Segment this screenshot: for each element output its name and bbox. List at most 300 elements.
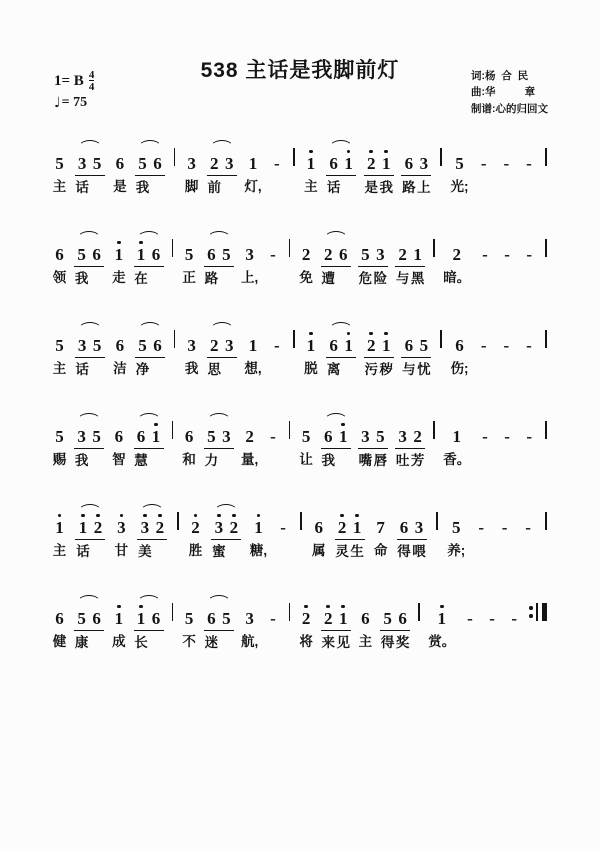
lyric-syllable: 上, bbox=[241, 270, 259, 285]
slur-slot bbox=[204, 593, 234, 603]
octave-dot bbox=[384, 150, 388, 154]
lyric-syllable: 智 bbox=[112, 452, 126, 467]
lyrics-row bbox=[244, 361, 261, 379]
beat-group bbox=[74, 603, 104, 631]
note bbox=[373, 421, 388, 446]
beat-group bbox=[299, 512, 303, 532]
note-digit: - bbox=[480, 154, 487, 173]
lyrics-row bbox=[204, 453, 234, 471]
lyrics-row bbox=[303, 179, 318, 197]
barline bbox=[174, 148, 176, 166]
note-group bbox=[299, 229, 314, 288]
beat-group bbox=[75, 330, 105, 358]
note-digit: 2 bbox=[324, 245, 333, 264]
lyrics-row bbox=[74, 453, 104, 471]
octave-dot bbox=[309, 332, 313, 336]
note bbox=[474, 512, 489, 537]
lyric-syllable bbox=[522, 452, 537, 470]
lyric-syllable bbox=[500, 452, 515, 470]
note bbox=[112, 330, 127, 355]
slur-slot bbox=[74, 229, 104, 239]
lyric-syllable: 慧 bbox=[134, 453, 148, 468]
note-digit: - bbox=[511, 609, 518, 628]
note-digit: - bbox=[270, 609, 276, 628]
note-group bbox=[74, 229, 104, 289]
lyric-syllable: 主 bbox=[52, 543, 67, 558]
slur-slot bbox=[75, 138, 105, 148]
lyrics-row bbox=[207, 180, 237, 198]
note bbox=[380, 603, 395, 628]
beat-group bbox=[299, 421, 314, 448]
note-group bbox=[204, 593, 234, 653]
note-digit: - bbox=[503, 154, 510, 173]
slur-slot bbox=[321, 411, 351, 421]
lyrics-row bbox=[451, 361, 469, 379]
lyric-syllable: 我 bbox=[321, 453, 335, 468]
note bbox=[114, 512, 129, 537]
lyrics-row bbox=[521, 361, 536, 379]
note bbox=[449, 239, 464, 264]
slur-slot bbox=[52, 502, 67, 512]
slur-slot bbox=[265, 229, 280, 239]
beat-group bbox=[74, 239, 104, 267]
barline bbox=[172, 421, 174, 439]
note-digit: - bbox=[467, 609, 473, 628]
note bbox=[341, 330, 356, 355]
lyric-syllable bbox=[497, 543, 512, 561]
beat-group bbox=[188, 512, 203, 539]
lyric-syllable bbox=[149, 271, 164, 289]
note bbox=[219, 421, 234, 446]
music-system bbox=[52, 411, 548, 471]
note-digit: 5 bbox=[184, 245, 194, 264]
note-digit: 1 bbox=[339, 609, 348, 628]
slur-slot bbox=[373, 502, 388, 512]
beat-group bbox=[242, 239, 257, 266]
note-digit: 1 bbox=[381, 154, 391, 173]
note bbox=[521, 148, 536, 173]
note-digit: 2 bbox=[452, 245, 461, 264]
note-digit: 5 bbox=[455, 154, 464, 173]
note-group bbox=[188, 502, 203, 561]
barline bbox=[545, 148, 547, 166]
note-digit: 1 bbox=[344, 336, 353, 355]
beat-group bbox=[358, 421, 388, 449]
beat-group bbox=[435, 512, 439, 532]
slur-slot bbox=[207, 320, 237, 330]
note-group bbox=[134, 411, 164, 471]
lyrics-row bbox=[204, 635, 234, 653]
slur-slot bbox=[435, 502, 439, 512]
beat-group bbox=[184, 330, 199, 357]
note-digit: 2 bbox=[366, 336, 376, 355]
note bbox=[462, 603, 477, 628]
beat-group bbox=[477, 421, 492, 448]
time-signature-top: 4 bbox=[88, 69, 95, 81]
lyrics-row bbox=[75, 544, 105, 562]
note bbox=[521, 330, 536, 355]
lyrics-row bbox=[52, 543, 67, 561]
note-group bbox=[326, 138, 356, 198]
note-digit: 2 bbox=[301, 609, 311, 628]
note-digit: 2 bbox=[245, 427, 254, 446]
note-digit: - bbox=[273, 336, 280, 355]
slur-slot bbox=[182, 411, 197, 421]
slur-slot bbox=[443, 229, 470, 239]
lyrics-row bbox=[134, 635, 164, 653]
beat-group bbox=[182, 239, 197, 266]
note-digit: - bbox=[270, 245, 276, 264]
beat-group bbox=[288, 421, 292, 441]
lyrics-row bbox=[380, 635, 410, 653]
note bbox=[135, 330, 150, 355]
slur-slot bbox=[380, 593, 410, 603]
lyric-syllable: 路 bbox=[402, 180, 416, 195]
lyric-syllable: 健 bbox=[52, 634, 67, 649]
slur-slot bbox=[204, 229, 234, 239]
lyric-syllable: 见 bbox=[336, 635, 350, 650]
lyric-syllable: 是 bbox=[364, 180, 378, 195]
song-title: 538 主话是我脚前灯 bbox=[200, 59, 400, 82]
slur-slot bbox=[52, 320, 67, 330]
note bbox=[134, 239, 149, 264]
note bbox=[434, 603, 449, 628]
notation-line bbox=[52, 320, 548, 380]
beat-group bbox=[476, 148, 491, 175]
lyrics-row bbox=[364, 362, 394, 380]
beat-group bbox=[452, 330, 467, 357]
slur-slot bbox=[134, 229, 164, 239]
slur-slot bbox=[499, 320, 514, 330]
note-digit: - bbox=[504, 427, 510, 446]
slur-slot bbox=[358, 593, 373, 603]
notation-line bbox=[52, 411, 548, 471]
note-group bbox=[497, 502, 512, 561]
slur-slot bbox=[135, 138, 165, 148]
lyric-syllable: 在 bbox=[134, 271, 148, 286]
note-digit: 5 bbox=[92, 154, 102, 173]
tempo-value: = 75 bbox=[61, 94, 88, 110]
lyric-syllable: 灯, bbox=[244, 179, 262, 194]
note-group bbox=[204, 411, 234, 471]
note bbox=[52, 148, 67, 173]
quarter-note-icon: ♩ bbox=[54, 94, 61, 111]
note-group bbox=[303, 320, 318, 379]
slur-slot bbox=[134, 593, 164, 603]
note-group bbox=[521, 502, 536, 561]
lyrics-row bbox=[241, 452, 258, 470]
repeat-dots bbox=[529, 603, 533, 621]
beat-group bbox=[326, 148, 356, 176]
note-digit: 5 bbox=[55, 154, 64, 173]
note-digit: 5 bbox=[138, 336, 147, 355]
slur-arc bbox=[210, 140, 234, 148]
note bbox=[74, 239, 89, 264]
slur-slot bbox=[244, 138, 261, 148]
note-group bbox=[358, 593, 373, 652]
lyric-syllable: 思 bbox=[207, 362, 221, 377]
slur-slot bbox=[477, 411, 492, 421]
note bbox=[350, 512, 365, 537]
beat-group bbox=[176, 512, 180, 532]
note-group bbox=[52, 138, 67, 197]
note-group bbox=[111, 229, 126, 288]
note-digit: 1 bbox=[254, 518, 263, 537]
octave-dot bbox=[257, 514, 261, 518]
note-digit: 5 bbox=[451, 518, 461, 537]
lyrics-row bbox=[522, 270, 537, 288]
beat-group bbox=[449, 512, 464, 539]
lyrics-row bbox=[364, 180, 394, 198]
slur-slot bbox=[544, 411, 548, 421]
note bbox=[52, 603, 67, 628]
note bbox=[379, 148, 394, 173]
slur-slot bbox=[171, 411, 175, 421]
slur-slot bbox=[52, 411, 67, 421]
slur-slot bbox=[176, 502, 180, 512]
note-digit: 1 bbox=[381, 336, 391, 355]
lyric-syllable: 危 bbox=[358, 271, 373, 286]
octave-dot bbox=[139, 605, 143, 609]
note bbox=[137, 512, 152, 537]
barline bbox=[293, 330, 295, 348]
beat-group bbox=[373, 512, 388, 539]
note-digit: 2 bbox=[93, 518, 103, 537]
note-group bbox=[207, 138, 237, 198]
beat-group bbox=[544, 330, 548, 350]
repeat-dot bbox=[529, 606, 533, 610]
note-digit: 2 bbox=[155, 518, 165, 537]
slur-slot bbox=[182, 229, 197, 239]
lyrics-row bbox=[299, 452, 314, 470]
barline-group bbox=[173, 138, 177, 190]
note bbox=[150, 330, 165, 355]
beat-group bbox=[288, 603, 292, 623]
slur-slot bbox=[395, 229, 425, 239]
lyric-syllable bbox=[522, 270, 537, 288]
music-system bbox=[52, 229, 548, 289]
beat-group bbox=[507, 603, 522, 630]
octave-dot bbox=[440, 605, 444, 609]
barline bbox=[436, 512, 438, 530]
note bbox=[299, 421, 314, 446]
note bbox=[397, 512, 412, 537]
slur-slot bbox=[521, 320, 536, 330]
note-digit: 5 bbox=[92, 336, 102, 355]
note-digit: 5 bbox=[184, 609, 194, 628]
beat-group bbox=[52, 239, 67, 266]
slur-slot bbox=[241, 593, 258, 603]
slur-slot bbox=[500, 229, 515, 239]
lyric-syllable bbox=[90, 544, 105, 562]
note-group bbox=[476, 138, 491, 197]
note-group bbox=[52, 320, 67, 379]
beat-group bbox=[335, 512, 365, 540]
slur-arc bbox=[78, 504, 102, 512]
lyrics-row bbox=[521, 543, 536, 561]
credits-block bbox=[471, 68, 548, 117]
note bbox=[251, 512, 266, 537]
note-group bbox=[241, 593, 258, 652]
note bbox=[265, 239, 280, 264]
lyrics-row bbox=[135, 180, 165, 198]
beat-group bbox=[497, 512, 512, 539]
note-group bbox=[74, 593, 104, 653]
note-digit: - bbox=[270, 427, 276, 446]
note bbox=[182, 421, 197, 446]
lyrics-row bbox=[395, 271, 425, 289]
slur-slot bbox=[485, 593, 500, 603]
slur-slot bbox=[135, 320, 165, 330]
slur-slot bbox=[188, 502, 203, 512]
beat-group bbox=[522, 421, 537, 448]
lyrics-row bbox=[497, 543, 512, 561]
lyrics-row bbox=[321, 271, 351, 289]
octave-dot bbox=[117, 241, 121, 245]
slur-arc bbox=[138, 140, 162, 148]
lyrics-row bbox=[373, 543, 388, 561]
lyric-syllable bbox=[476, 361, 491, 379]
barline-group bbox=[288, 411, 292, 463]
slur-slot bbox=[112, 320, 127, 330]
slur-slot bbox=[439, 138, 443, 148]
beat-group bbox=[246, 148, 261, 175]
note-group bbox=[52, 593, 67, 652]
lyrics-row bbox=[447, 543, 465, 561]
slur-slot bbox=[522, 411, 537, 421]
note-group bbox=[244, 138, 261, 197]
lyric-syllable: 主 bbox=[358, 634, 373, 649]
note-digit: 2 bbox=[366, 154, 376, 173]
lyrics-row bbox=[75, 180, 105, 198]
note-digit: 1 bbox=[248, 336, 258, 355]
lyric-syllable: 脚 bbox=[184, 179, 199, 194]
note bbox=[326, 148, 341, 173]
barline-group bbox=[171, 411, 175, 463]
lyric-syllable: 美 bbox=[138, 544, 152, 559]
note-group bbox=[52, 229, 67, 288]
lyric-syllable bbox=[222, 180, 237, 198]
lyrics-row bbox=[326, 180, 356, 198]
lyric-syllable: 喂 bbox=[412, 544, 426, 559]
slur-slot bbox=[311, 502, 326, 512]
beat-group bbox=[207, 148, 237, 176]
note-digit: 2 bbox=[209, 154, 219, 173]
note-group bbox=[75, 502, 105, 562]
note-digit: 3 bbox=[117, 518, 126, 537]
beat-group bbox=[269, 330, 284, 357]
note-digit: 1 bbox=[136, 245, 146, 264]
lyric-syllable: 正 bbox=[182, 270, 196, 285]
lyric-syllable bbox=[219, 453, 234, 471]
beat-group bbox=[292, 330, 296, 350]
note bbox=[52, 330, 67, 355]
lyrics-row bbox=[204, 271, 234, 289]
note-group bbox=[311, 502, 326, 561]
note-digit: 1 bbox=[114, 609, 124, 628]
beat-group bbox=[204, 239, 234, 267]
octave-dot bbox=[158, 514, 162, 518]
note bbox=[401, 148, 416, 173]
note bbox=[341, 148, 356, 173]
note-digit: 1 bbox=[151, 427, 161, 446]
note bbox=[452, 148, 467, 173]
note-digit: 3 bbox=[419, 154, 429, 173]
note-digit: 5 bbox=[77, 245, 86, 264]
slur-slot bbox=[184, 320, 199, 330]
octave-dot bbox=[384, 332, 388, 336]
note bbox=[90, 330, 105, 355]
note bbox=[184, 148, 199, 173]
note bbox=[204, 239, 219, 264]
lyric-syllable bbox=[336, 453, 351, 471]
barline bbox=[440, 330, 442, 348]
beat-group bbox=[321, 421, 351, 449]
beat-group bbox=[499, 330, 514, 357]
slur-slot bbox=[75, 502, 105, 512]
lyrics-row bbox=[111, 452, 126, 470]
slur-slot bbox=[211, 502, 241, 512]
note-digit: 3 bbox=[77, 154, 87, 173]
beat-group bbox=[452, 148, 467, 175]
slur-slot bbox=[544, 320, 548, 330]
lyrics-row bbox=[500, 270, 515, 288]
lyric-syllable: 是 bbox=[113, 179, 127, 194]
beat-group bbox=[529, 603, 548, 623]
slur-slot bbox=[299, 593, 314, 603]
note-digit: 7 bbox=[376, 518, 385, 537]
beat-group bbox=[395, 239, 425, 267]
slur-slot bbox=[358, 229, 388, 239]
note-group bbox=[485, 593, 500, 652]
lyric-syllable bbox=[336, 271, 351, 289]
note-digit: - bbox=[478, 518, 484, 537]
lyrics-row bbox=[52, 270, 67, 288]
note bbox=[265, 603, 280, 628]
slur-slot bbox=[303, 320, 318, 330]
octave-dot bbox=[139, 241, 143, 245]
note bbox=[326, 330, 341, 355]
slur-slot bbox=[432, 411, 436, 421]
note-digit: 1 bbox=[437, 609, 446, 628]
barline bbox=[545, 330, 547, 348]
note-digit: 6 bbox=[115, 154, 125, 173]
slur-arc bbox=[140, 504, 164, 512]
note bbox=[321, 421, 336, 446]
beat-group bbox=[358, 603, 373, 630]
music-systems bbox=[52, 138, 548, 653]
slur-arc bbox=[214, 504, 238, 512]
note-digit: 6 bbox=[404, 336, 414, 355]
beat-group bbox=[521, 512, 536, 539]
note-group bbox=[265, 411, 280, 470]
lyric-syllable: 奖 bbox=[395, 635, 410, 650]
note bbox=[112, 148, 127, 173]
note bbox=[321, 239, 336, 264]
beat-group bbox=[462, 603, 477, 630]
lyrics-row bbox=[474, 543, 489, 561]
slur-slot bbox=[451, 138, 469, 148]
slur-slot bbox=[401, 138, 431, 148]
lyric-syllable bbox=[219, 271, 234, 289]
slur-slot bbox=[500, 411, 515, 421]
lyric-syllable bbox=[521, 361, 536, 379]
slur-slot bbox=[321, 229, 351, 239]
lyric-syllable: 险 bbox=[373, 271, 388, 286]
slur-slot bbox=[173, 138, 177, 148]
beat-group bbox=[204, 421, 234, 449]
lyric-syllable: 想, bbox=[244, 361, 262, 376]
